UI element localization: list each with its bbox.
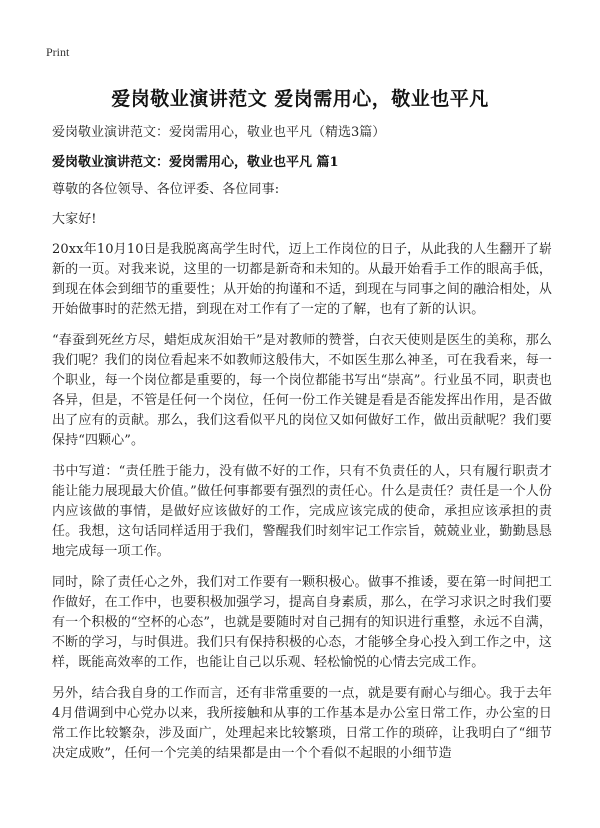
print-link[interactable]: Print — [46, 45, 70, 59]
document-subtitle: 爱岗敬业演讲范文：爱岗需用心，敬业也平凡（精选3篇） — [52, 125, 386, 140]
body-paragraph: 同时，除了责任心之外，我们对工作要有一颗积极心。做事不推诿，要在第一时间把工作做好，在工作中，也要积极加强学习，提高自身素质，那么，在学习求识之时我们要有一个积极的“空杯的心态”，也就是要随时对自己拥有的知识进行重整，永远不自满，不断的学习，与时俱进。我们只有保持积极的心态，才能够全身心投入到工作之中，这样，既能高效率的工作，也能让自己以乐观、轻松愉悦的心情去完成工作。 — [52, 575, 552, 670]
section-heading: 爱岗敬业演讲范文：爱岗需用心，敬业也平凡 篇1 — [52, 155, 339, 170]
greeting-paragraph: 大家好! — [52, 212, 97, 227]
salutation-paragraph: 尊敬的各位领导、各位评委、各位同事: — [52, 182, 280, 197]
body-paragraph: 书中写道：“责任胜于能力，没有做不好的工作，只有不负责任的人，只有履行职责才能让能力展现最大价值。”做任何事都要有强烈的责任心。什么是责任？责任是一个人份内应该做的事情，是做好应该做好的工作，完成应该完成的使命，承担应该承担的责任。我想，这句话同样适用于我们，警醒我们时刻牢记工作宗旨，兢兢业业，勤勤恳恳地完成每一项工作。 — [52, 464, 552, 559]
body-paragraph: 另外，结合我自身的工作而言，还有非常重要的一点，就是要有耐心与细心。我于去年4月借调到中心党办以来，我所接触和从事的工作基本是办公室日常工作，办公室的日常工作比较繁杂，涉及面广，处理起来比较繁琐，日常工作的琐碎，让我明白了“细节决定成败”，任何一个完美的结果都是由一个个看似不起眼的小细节造 — [52, 686, 552, 761]
document-body — [52, 180, 552, 775]
page-title: 爱岗敬业演讲范文 爱岗需用心，敬业也平凡 — [111, 88, 489, 110]
body-paragraph: 20xx年10月10日是我脱离高学生时代，迈上工作岗位的日子，从此我的人生翻开了崭新的一页。对我来说，这里的一切都是新奇和未知的。从最开始看手工作的眼高手低，到现在体会到细节的重要性；从开始的拘谨和不适，到现在与同事之间的融洽相处，从开始做事时的茫然无措，到现在对工作有了一定的了解，也有了新的认识。 — [52, 242, 552, 317]
body-paragraph: “春蚕到死丝方尽，蜡炬成灰泪始干”是对教师的赞誉，白衣天使则是医生的美称，那么我们呢？我们的岗位看起来不如教师这般伟大，不如医生那么神圣，可在我看来，每一个职业，每一个岗位都是重要的，每一个岗位都能书写出“崇高”。行业虽不同，职责也各异，但是，不管是任何一个岗位，任何一份工作关键是看是否能发挥出作用，是否做出了应有的贡献。那么，我们这看似平凡的岗位又如何做好工作，做出贡献呢？我们要保持“四颗心”。 — [52, 333, 552, 448]
